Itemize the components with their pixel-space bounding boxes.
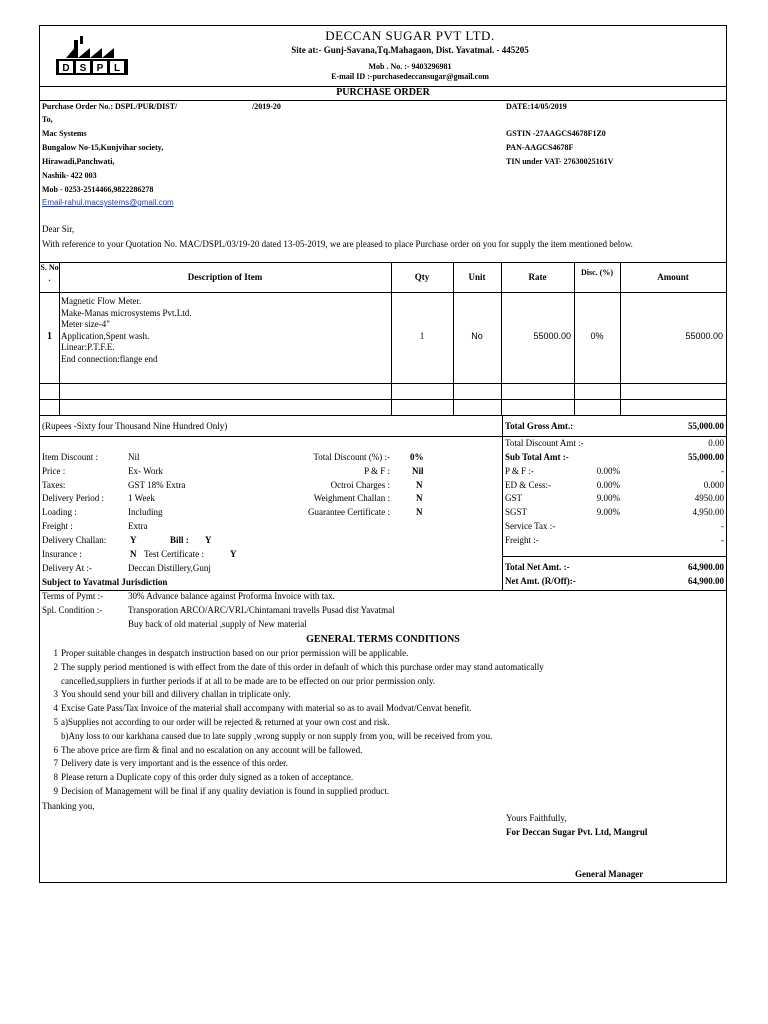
row-discount: 0% bbox=[590, 331, 604, 341]
special-condition-value-2: Buy back of old material ,supply of New material bbox=[128, 619, 307, 629]
yours-faithfully: Yours Faithfully, bbox=[506, 813, 567, 823]
tin: TIN under VAT- 27630025161V bbox=[506, 157, 614, 166]
row-amount: 55000.00 bbox=[685, 331, 723, 341]
header-discount: Disc. (%) bbox=[581, 268, 613, 277]
vendor-address-3: Nashik- 422 003 bbox=[42, 171, 97, 180]
svg-text:D: D bbox=[62, 63, 70, 74]
service-tax-value: - bbox=[721, 521, 724, 531]
disc-label: Total Discount Amt :- bbox=[505, 438, 584, 448]
guarantee-label: Guarantee Certificate : bbox=[308, 507, 390, 517]
special-condition-value: Transporation ARCO/ARC/VRL/Chintamani travells Pusad dist Yavatmal bbox=[128, 605, 395, 615]
bill-label: Bill : bbox=[170, 535, 189, 545]
list-item bbox=[40, 758, 288, 768]
term-text: You should send your bill and dilivery challan in triplicate only. bbox=[61, 689, 291, 700]
row-qty: 1 bbox=[419, 331, 425, 341]
term-text: Decision of Management will be final if any quality deviation is found in supplied product. bbox=[61, 786, 390, 796]
list-item bbox=[40, 786, 389, 796]
po-number: Purchase Order No.: DSPL/PUR/DIST/ bbox=[42, 102, 178, 111]
total-discount-label: Total Discount (%) :- bbox=[313, 452, 390, 462]
pf-value: - bbox=[721, 466, 724, 476]
list-item bbox=[40, 662, 544, 672]
vendor-phone: Mob - 0253-2514466,9822286278 bbox=[42, 185, 154, 194]
term-text: Delivery date is very important and is the essence of this order. bbox=[61, 758, 288, 769]
svg-text:P: P bbox=[96, 63, 104, 74]
delivery-period-value: 1 Week bbox=[128, 493, 155, 503]
header-amount: Amount bbox=[657, 272, 689, 282]
term-text: cancelled,suppliers in further periods if at all to be made are to be effected on our prior permission only. bbox=[61, 675, 436, 686]
sub-label: Sub Total Amt :- bbox=[505, 452, 569, 462]
svg-text:L: L bbox=[113, 63, 121, 74]
svg-text:S: S bbox=[79, 63, 87, 74]
net-value: 64,900.00 bbox=[688, 562, 724, 572]
taxes-label: Taxes: bbox=[42, 480, 66, 490]
header-unit: Unit bbox=[468, 272, 486, 282]
vendor-email-link[interactable]: Email-rahul.macsystems@gmail.com bbox=[42, 198, 174, 207]
pf-term-label: P & F : bbox=[364, 466, 390, 476]
company-name: DECCAN SUGAR PVT LTD. bbox=[325, 28, 495, 43]
test-cert-value: Y bbox=[230, 549, 237, 559]
freight-term-label: Freight : bbox=[42, 521, 73, 531]
header-qty: Qty bbox=[414, 272, 430, 282]
item-discount-label: Item Discount : bbox=[42, 452, 98, 462]
insurance-label: Insurance : bbox=[42, 549, 82, 559]
term-number: 1 bbox=[53, 648, 58, 658]
guarantee-value: N bbox=[416, 507, 423, 517]
delivery-period-label: Delivery Period : bbox=[42, 493, 104, 503]
list-item bbox=[40, 731, 492, 741]
thanking-you: Thanking you, bbox=[42, 801, 95, 811]
freight-term-value: Extra bbox=[128, 521, 148, 531]
octroi-value: N bbox=[416, 480, 423, 490]
special-condition-label: Spl. Condition :- bbox=[42, 605, 103, 615]
header-sno: S. No . bbox=[40, 263, 59, 283]
list-item bbox=[40, 703, 472, 713]
letter-body: With reference to your Quotation No. MAC/DSPL/03/19-20 dated 13-05-2019, we are pleased to place Purchase order on you for supply the item mentioned below. bbox=[42, 239, 633, 249]
freight-value: - bbox=[721, 535, 724, 545]
octroi-label: Octroi Charges : bbox=[330, 480, 390, 490]
delivery-at-value: Deccan Distillery,Gunj bbox=[128, 563, 211, 573]
gst-value: 4950.00 bbox=[694, 493, 724, 503]
row-sno: 1 bbox=[47, 331, 52, 342]
vendor-address-1: Bungalow No-15,Kunjvihar society, bbox=[42, 143, 164, 152]
price-label: Price : bbox=[42, 466, 66, 476]
pf-pct: 0.00% bbox=[596, 466, 620, 476]
term-text: The supply period mentioned is with effect from the date of this order in default of which this purchase order may stand automatically bbox=[61, 661, 544, 672]
to-label: To, bbox=[42, 115, 53, 124]
sgst-value: 4,950.00 bbox=[692, 507, 724, 517]
company-site: Site at:- Gunj-Savana,Tq.Mahagaon, Dist. Yavatmal. - 445205 bbox=[291, 45, 529, 55]
row-description: Magnetic Flow Meter. Make-Manas microsystems Pvt.Ltd. Meter size-4" Application,Spent wash. Linear:P.T.F.E. End connection:flange end bbox=[61, 296, 192, 364]
term-number: 9 bbox=[53, 786, 58, 796]
gross-value: 55,000.00 bbox=[688, 421, 724, 431]
pf-term-value: Nil bbox=[412, 466, 424, 476]
weighment-label: Weighment Challan : bbox=[313, 493, 390, 503]
ed-value: 0.000 bbox=[703, 480, 724, 490]
delivery-challan-value: Y bbox=[130, 535, 137, 545]
disc-value: 0.00 bbox=[708, 438, 724, 448]
roundoff-value: 64,900.00 bbox=[688, 576, 724, 586]
salutation: Dear Sir, bbox=[42, 224, 75, 234]
term-text: b)Any loss to our karkhana caused due to late supply ,wrong supply or non supply from you, will be received from you. bbox=[61, 730, 493, 741]
price-value: Ex- Work bbox=[128, 466, 163, 476]
term-text: a)Supplies not according to our order will be rejected & returned at your own cost and risk. bbox=[61, 717, 390, 727]
roundoff-label: Net Amt. (R/Off):- bbox=[505, 576, 576, 586]
list-item bbox=[40, 648, 408, 658]
general-terms-title: GENERAL TERMS CONDITIONS bbox=[306, 634, 460, 645]
company-email: E-mail ID :-purchasedeccansugar@gmail.com bbox=[331, 72, 489, 81]
term-number: 4 bbox=[53, 703, 58, 714]
insurance-value: N bbox=[130, 549, 137, 559]
row-rate: 55000.00 bbox=[533, 331, 571, 341]
term-number: 3 bbox=[53, 689, 58, 700]
loading-label: Loading : bbox=[42, 507, 77, 517]
delivery-at-label: Delivery At :- bbox=[42, 563, 92, 573]
jurisdiction: Subject to Yavatmal Jurisdiction bbox=[42, 577, 168, 587]
doc-title: PURCHASE ORDER bbox=[336, 87, 430, 98]
ed-label: ED & Cess:- bbox=[505, 480, 551, 490]
gross-label: Total Gross Amt.: bbox=[505, 421, 574, 431]
total-discount-value: 0% bbox=[410, 452, 424, 462]
vendor-address-2: Hirawadi,Panchwati, bbox=[42, 157, 115, 166]
vendor-name: Mac Systems bbox=[42, 129, 87, 138]
net-label: Total Net Amt. :- bbox=[505, 562, 570, 572]
sub-value: 55,000.00 bbox=[688, 452, 724, 462]
payment-terms-value: 30% Advance balance against Proforma Invoice with tax. bbox=[128, 591, 335, 601]
term-number: 7 bbox=[53, 758, 58, 769]
taxes-value: GST 18% Extra bbox=[128, 480, 186, 490]
list-item bbox=[40, 689, 291, 699]
freight-label: Freight :- bbox=[505, 535, 539, 545]
term-number: 5 bbox=[53, 717, 58, 727]
gst-pct: 9.00% bbox=[596, 493, 620, 503]
delivery-challan-label: Delivery Challan: bbox=[42, 535, 107, 545]
amount-in-words: (Rupees -Sixty four Thousand Nine Hundred Only) bbox=[42, 421, 228, 431]
for-company: For Deccan Sugar Pvt. Ltd, Mangrul bbox=[506, 827, 648, 837]
term-text: Please return a Duplicate copy of this order duly signed as a token of acceptance. bbox=[61, 772, 354, 783]
list-item bbox=[40, 717, 390, 727]
pf-label: P & F :- bbox=[505, 466, 534, 476]
payment-terms-label: Terms of Pymt :- bbox=[42, 591, 104, 601]
service-tax-label: Service Tax :- bbox=[505, 521, 556, 531]
po-date: DATE:14/05/2019 bbox=[506, 102, 567, 111]
bill-value: Y bbox=[205, 535, 212, 545]
ed-pct: 0.00% bbox=[596, 480, 620, 490]
signatory: General Manager bbox=[575, 869, 644, 879]
list-item bbox=[40, 745, 362, 755]
item-discount-value: Nil bbox=[128, 452, 140, 462]
header-description: Description of Item bbox=[187, 272, 263, 282]
term-number: 2 bbox=[53, 661, 58, 672]
po-year: /2019-20 bbox=[252, 102, 281, 111]
test-cert-label: Test Certificate : bbox=[144, 549, 204, 559]
list-item bbox=[40, 676, 435, 686]
list-item bbox=[40, 772, 353, 782]
sgst-pct: 9.00% bbox=[596, 507, 620, 517]
weighment-value: N bbox=[416, 493, 423, 503]
gst-label: GST bbox=[505, 493, 523, 503]
loading-value: Including bbox=[128, 507, 163, 517]
term-text: Excise Gate Pass/Tax Invoice of the material shall accompany with material so as to avail Modvat/Cenvat benefit. bbox=[61, 703, 472, 714]
row-unit: No bbox=[471, 331, 483, 341]
purchase-order-sheet bbox=[39, 25, 727, 883]
term-number: 8 bbox=[53, 772, 58, 783]
company-mob: Mob . No. :- 9403296981 bbox=[368, 62, 452, 71]
term-number: 6 bbox=[53, 744, 58, 755]
dspl-logo bbox=[52, 36, 132, 76]
term-text: Proper suitable changes in despatch instruction based on our prior permission will be applicable. bbox=[61, 648, 409, 658]
term-text: The above price are firm & final and no escalation on any account will be fallowed. bbox=[61, 744, 363, 755]
sgst-label: SGST bbox=[505, 507, 528, 517]
gstin: GSTIN -27AAGCS4678F1Z0 bbox=[506, 129, 606, 138]
header-rate: Rate bbox=[528, 272, 547, 282]
pan: PAN-AAGCS4678F bbox=[506, 143, 574, 152]
